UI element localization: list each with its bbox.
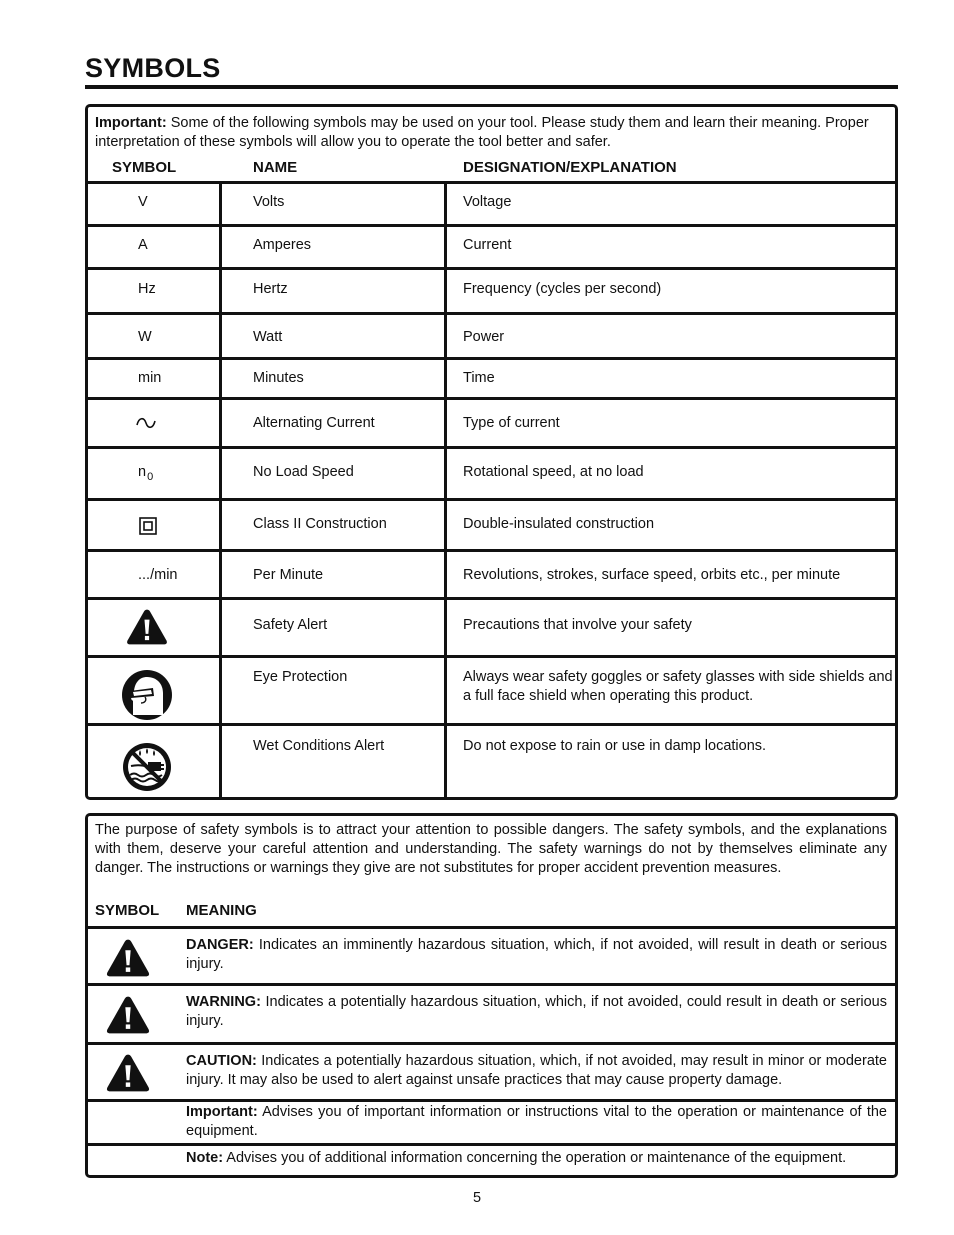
- name-per-minute: Per Minute: [253, 567, 324, 583]
- symbols-intro: [95, 114, 887, 152]
- row-divider: [88, 312, 895, 315]
- alternating-current-icon: [135, 416, 157, 430]
- row-divider: [88, 224, 895, 227]
- wet-conditions-alert-icon: [122, 742, 172, 792]
- symbol-amperes: A: [138, 237, 148, 253]
- explanation-per-minute: Revolutions, strokes, surface speed, orbits etc., per minute: [463, 567, 841, 583]
- explanation-minutes: Time: [463, 370, 495, 386]
- explanation-watt: Power: [463, 329, 505, 345]
- row-divider: [88, 498, 895, 501]
- danger-description: [186, 936, 887, 974]
- page-title: SYMBOLS: [85, 53, 221, 83]
- row-divider: [88, 1099, 895, 1102]
- eye-protection-icon: [121, 669, 173, 721]
- danger-text: Indicates an imminently hazardous situation, which, if not avoided, will result in death or serious injury.: [186, 937, 887, 972]
- danger-label: DANGER:: [186, 937, 254, 953]
- row-divider: [88, 655, 895, 658]
- note-description: [186, 1149, 887, 1168]
- name-watt: Watt: [253, 329, 283, 345]
- danger-alert-icon: [105, 938, 151, 978]
- header-rule: [88, 926, 895, 929]
- symbol-per-minute: .../min: [138, 567, 178, 583]
- name-alternating-current: Alternating Current: [253, 415, 375, 431]
- symbol-no-load-speed: [138, 463, 153, 483]
- symbol-minutes: min: [138, 370, 162, 386]
- explanation-amperes: Current: [463, 237, 512, 253]
- warning-label: WARNING:: [186, 994, 261, 1010]
- signal-words-intro: The purpose of safety symbols is to attract your attention to possible dangers. The safety symbols, and the explanations with them, deserve your careful attention and understanding. The safety warnings do not by themselves eliminate any danger. The instructions or warnings they give are not substitutes for proper accident prevention measures.: [95, 822, 887, 876]
- name-class-ii: Class II Construction: [253, 516, 387, 532]
- row-divider: [88, 1042, 895, 1045]
- row-divider: [88, 397, 895, 400]
- row-divider: [88, 723, 895, 726]
- warning-description: [186, 993, 887, 1031]
- explanation-alternating-current: Type of current: [463, 415, 560, 431]
- header-name: NAME: [253, 159, 298, 176]
- name-wet-conditions: Wet Conditions Alert: [253, 738, 385, 754]
- name-safety-alert: Safety Alert: [253, 617, 328, 633]
- name-no-load-speed: No Load Speed: [253, 464, 354, 480]
- warning-alert-icon: [105, 995, 151, 1035]
- intro-important-label: Important:: [95, 115, 167, 131]
- row-divider: [88, 1143, 895, 1146]
- note-label: Note:: [186, 1150, 224, 1166]
- title-rule: [85, 85, 898, 89]
- row-divider: [88, 446, 895, 449]
- page-number: 5: [472, 1190, 482, 1206]
- header-explanation: DESIGNATION/EXPLANATION: [463, 159, 677, 176]
- caution-label: CAUTION:: [186, 1053, 257, 1069]
- name-eye-protection: Eye Protection: [253, 669, 348, 685]
- row-divider: [88, 597, 895, 600]
- explanation-wet-conditions: Do not expose to rain or use in damp locations.: [463, 738, 767, 754]
- class-ii-construction-icon: [139, 517, 157, 535]
- important-label: Important:: [186, 1104, 258, 1120]
- name-volts: Volts: [253, 194, 285, 210]
- explanation-hertz: Frequency (cycles per second): [463, 281, 662, 297]
- column-divider: [219, 181, 222, 797]
- header-symbol: SYMBOL: [112, 159, 177, 176]
- header-rule: [88, 181, 895, 184]
- safety-alert-icon: [126, 608, 168, 646]
- explanation-no-load-speed: Rotational speed, at no load: [463, 464, 644, 480]
- symbol-hertz: Hz: [138, 281, 156, 297]
- symbol-subscript: 0: [147, 471, 154, 483]
- caution-alert-icon: [105, 1053, 151, 1093]
- row-divider: [88, 549, 895, 552]
- symbols-table: [85, 104, 898, 800]
- signal-words-table: [85, 813, 898, 1178]
- name-minutes: Minutes: [253, 370, 304, 386]
- header-meaning: MEANING: [186, 902, 257, 919]
- note-text: Advises you of additional information concerning the operation or maintenance of the equipment.: [223, 1150, 847, 1166]
- explanation-class-ii: Double-insulated construction: [463, 516, 655, 532]
- row-divider: [88, 267, 895, 270]
- row-divider: [88, 357, 895, 360]
- header-symbol: SYMBOL: [95, 902, 160, 919]
- intro-text: Some of the following symbols may be used on your tool. Please study them and learn their meaning. Proper interpretation of these symbols will allow you to operate the tool better and safer.: [95, 115, 869, 150]
- explanation-safety-alert: Precautions that involve your safety: [463, 617, 692, 633]
- caution-text: Indicates a potentially hazardous situation, which, if not avoided, may result in minor or moderate injury. It may also be used to alert against unsafe practices that may cause property damage.: [186, 1053, 887, 1088]
- name-hertz: Hertz: [253, 281, 288, 297]
- symbol-n: n: [138, 464, 147, 480]
- symbol-volts: V: [138, 194, 148, 210]
- important-text: Advises you of important information or instructions vital to the operation or maintenance of the equipment.: [186, 1104, 887, 1139]
- warning-text: Indicates a potentially hazardous situation, which, if not avoided, could result in death or serious injury.: [186, 994, 887, 1029]
- important-description: [186, 1103, 887, 1141]
- symbol-watt: W: [138, 329, 152, 345]
- explanation-eye-protection: Always wear safety goggles or safety glasses with side shields and a full face shield when operating this product.: [463, 669, 893, 704]
- name-amperes: Amperes: [253, 237, 312, 253]
- row-divider: [88, 983, 895, 986]
- explanation-volts: Voltage: [463, 194, 512, 210]
- caution-description: [186, 1052, 887, 1090]
- column-divider: [444, 181, 447, 797]
